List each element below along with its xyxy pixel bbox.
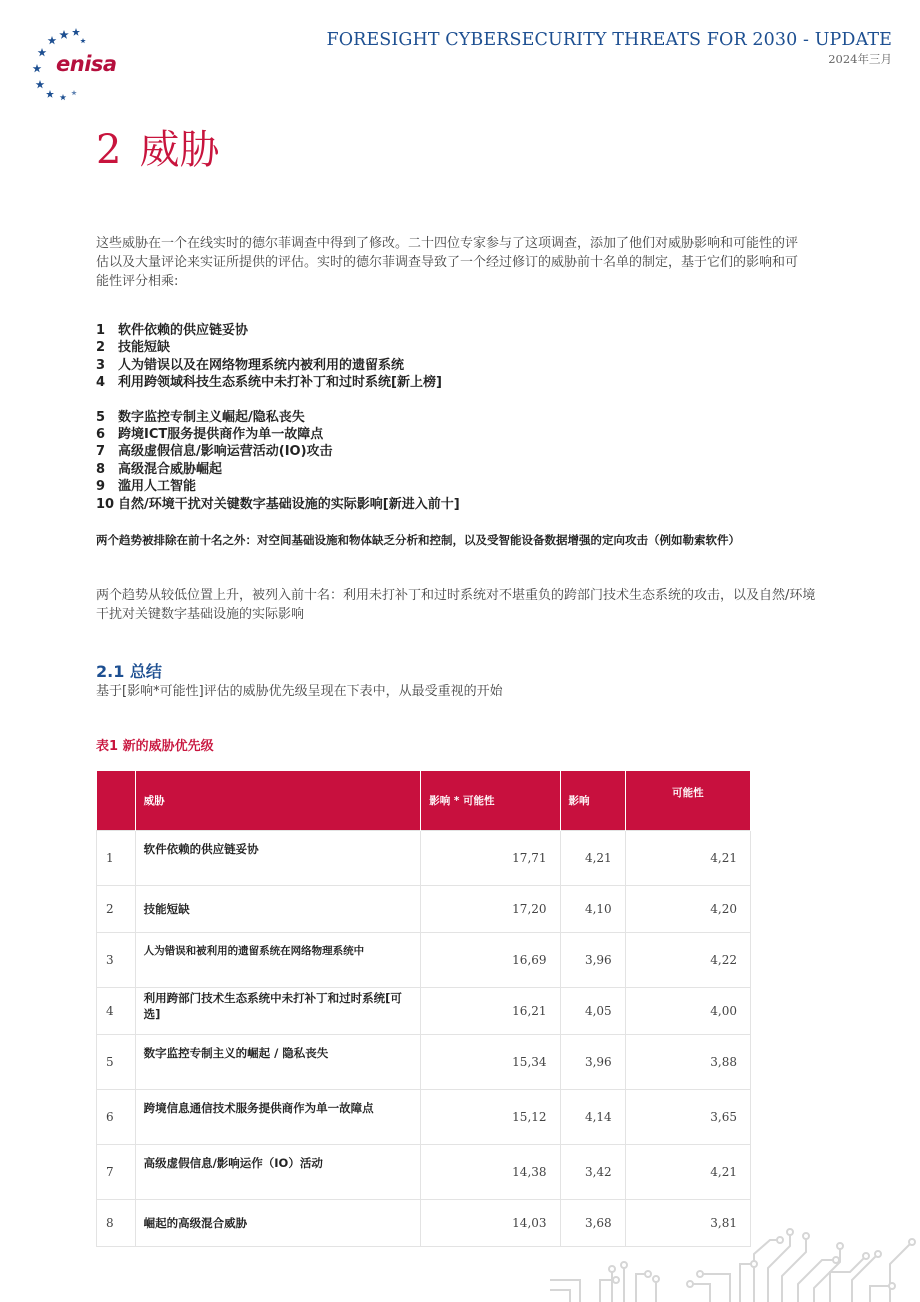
table-row [97,831,751,886]
table-header-index [97,771,136,831]
section-text: 基于[影响*可能性]评估的威胁优先级呈现在下表中，从最受重视的开始 [96,684,503,699]
row-likelihood: 4,22 [625,933,750,988]
table-row [97,933,751,988]
row-likelihood: 3,65 [625,1090,750,1145]
list-item-text: 软件依赖的供应链妥协 [118,323,249,338]
chapter-heading [96,118,219,175]
row-score: 17,20 [421,886,560,933]
table-row [97,886,751,933]
row-impact: 3,96 [560,1035,625,1090]
row-threat-name: 跨境信息通信技术服务提供商作为单一故障点 [135,1090,421,1145]
list-item-text: 数字监控专制主义崛起/隐私丧失 [118,409,305,425]
row-impact: 4,10 [560,886,625,933]
row-index: 6 [97,1090,136,1145]
row-impact: 4,21 [560,831,625,886]
list-item-text: 技能短缺 [118,340,171,356]
row-score: 16,69 [421,933,560,988]
list-item-text: 利用跨领域科技生态系统中未打补丁和过时系统[新上榜] [118,375,442,391]
list-item [96,374,460,391]
list-item-number: 3 [96,357,106,373]
intro-paragraph: 这些威胁在一个在线实时的德尔菲调查中得到了修改。二十四位专家参与了这项调查，添加了他们对威胁影响和可能性的评估以及大量评论来实证所提供的评估。实时的德尔菲调查导致了一个经过修订的威胁前十名单的制定，基于它们的影响和可能性评分相乘: [96,236,799,289]
table-header-row [97,771,751,831]
row-index: 1 [97,831,136,886]
list-item-number: 1 [96,323,106,338]
list-item [96,461,460,478]
row-index: 8 [97,1200,136,1247]
row-impact: 3,68 [560,1200,625,1247]
row-impact: 3,42 [560,1145,625,1200]
row-threat-name: 数字监控专制主义的崛起 / 隐私丧失 [135,1035,421,1090]
row-index: 3 [97,933,136,988]
table-caption: 表1 新的威胁优先级 [96,739,214,754]
table-header-impact: 影响 [560,771,625,831]
row-likelihood: 3,81 [625,1200,750,1247]
row-score: 14,03 [421,1200,560,1247]
row-likelihood: 4,21 [625,831,750,886]
row-score: 15,12 [421,1090,560,1145]
row-index: 5 [97,1035,136,1090]
threat-list [96,322,460,513]
chapter-title: 威胁 [139,127,220,173]
list-item-number: 9 [96,479,106,495]
list-item-number: 5 [96,409,106,425]
section-heading: 2.1 总结 [96,662,162,681]
table-header-score: 影响 * 可能性 [421,771,560,831]
row-index: 2 [97,886,136,933]
row-index: 7 [97,1145,136,1200]
row-threat-name: 软件依赖的供应链妥协 [135,831,421,886]
list-item-number: 6 [96,427,106,443]
rising-trends-paragraph: 两个趋势从较低位置上升，被列入前十名：利用未打补丁和过时系统对不堪重负的跨部门技术生态系统的攻击，以及自然/环境干扰对关键数字基础设施的实际影响 [96,588,816,622]
list-item [96,443,460,460]
list-item-text: 滥用人工智能 [118,479,197,495]
list-item-text: 人为错误以及在网络物理系统内被利用的遗留系统 [118,357,405,373]
list-item-number: 7 [96,444,106,460]
row-impact: 4,05 [560,988,625,1035]
row-likelihood: 3,88 [625,1035,750,1090]
threat-priority-table [96,771,751,1247]
list-item-number: 2 [96,340,106,356]
row-threat-name: 利用跨部门技术生态系统中未打补丁和过时系统[可选] [135,988,421,1035]
list-item [96,322,460,339]
list-item [96,478,460,495]
list-item-text: 高级混合威胁崛起 [118,461,223,477]
row-likelihood: 4,20 [625,886,750,933]
row-threat-name: 技能短缺 [135,886,421,933]
document-header-title: FORESIGHT CYBERSECURITY THREATS FOR 2030 - UPDATE [326,30,892,50]
list-item-text: 高级虚假信息/影响运营活动(IO)攻击 [118,444,333,460]
list-item-text: 自然/环境干扰对关键数字基础设施的实际影响[新进入前十] [118,496,460,512]
list-item-number: 4 [96,375,106,391]
table-header-threat: 威胁 [135,771,421,831]
list-item-text: 跨境ICT服务提供商作为单一故障点 [118,427,324,443]
row-likelihood: 4,00 [625,988,750,1035]
row-impact: 3,96 [560,933,625,988]
list-item [96,496,460,513]
row-impact: 4,14 [560,1090,625,1145]
list-item [96,357,460,374]
list-item [96,409,460,426]
list-item-number: 10 [96,496,115,512]
row-likelihood: 4,21 [625,1145,750,1200]
chapter-number: 2 [96,127,122,173]
document-header-date: 2024年三月 [828,52,892,66]
enisa-logo-text: enisa [56,52,117,76]
list-item-number: 8 [96,461,106,477]
row-threat-name: 高级虚假信息/影响运作（IO）活动 [135,1145,421,1200]
row-score: 14,38 [421,1145,560,1200]
row-threat-name: 崛起的高级混合威胁 [135,1200,421,1247]
list-item [96,339,460,356]
row-threat-name: 人为错误和被利用的遗留系统在网络物理系统中 [135,933,421,988]
table-header-likelihood: 可能性 [625,771,750,831]
list-item [96,426,460,443]
table-row [97,1035,751,1090]
excluded-trends-note: 两个趋势被排除在前十名之外：对空间基础设施和物体缺乏分析和控制，以及受智能设备数据增强的定向攻击（例如勒索软件） [96,533,740,547]
table-row [97,1090,751,1145]
row-index: 4 [97,988,136,1035]
table-row [97,1145,751,1200]
table-row [97,988,751,1035]
row-score: 16,21 [421,988,560,1035]
circuit-decoration-icon [540,1224,920,1302]
row-score: 15,34 [421,1035,560,1090]
row-score: 17,71 [421,831,560,886]
